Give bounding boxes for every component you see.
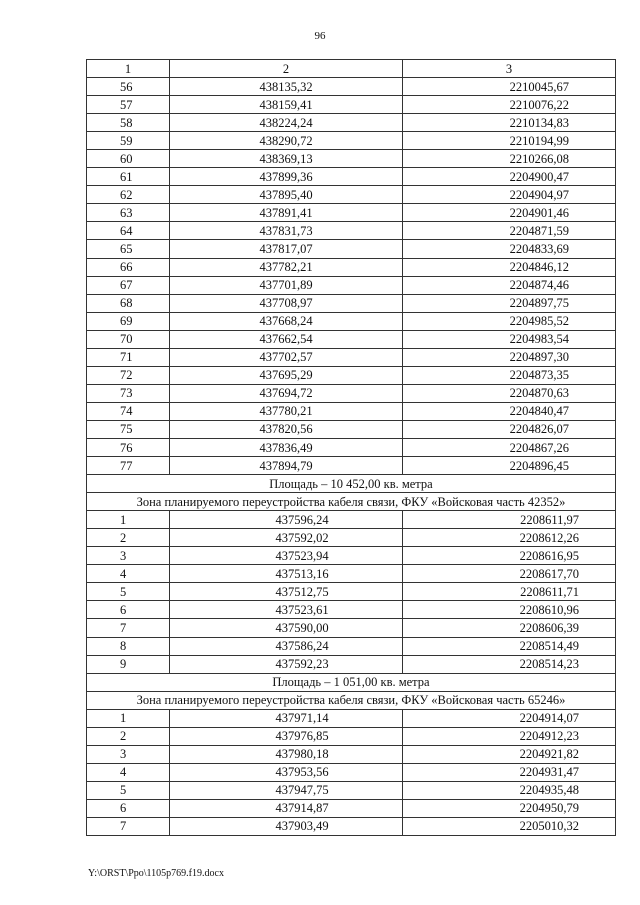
y-coordinate-cell: 2208611,71: [403, 583, 616, 601]
point-number-cell: 68: [87, 294, 170, 312]
y-coordinate-cell: 2204867,26: [403, 438, 616, 456]
table-row: [87, 511, 616, 529]
y-coordinate-cell: 2204870,63: [403, 384, 616, 402]
x-coordinate-cell: 437976,85: [170, 727, 403, 745]
point-number-cell: 56: [87, 78, 170, 96]
area-total-row: [87, 673, 616, 691]
x-coordinate-cell: 437702,57: [170, 348, 403, 366]
x-coordinate-cell: 437592,02: [170, 529, 403, 547]
table-row: [87, 294, 616, 312]
x-coordinate-cell: 437780,21: [170, 402, 403, 420]
table-row: [87, 240, 616, 258]
y-coordinate-cell: 2208612,26: [403, 529, 616, 547]
x-coordinate-cell: 438290,72: [170, 132, 403, 150]
y-coordinate-cell: 2204826,07: [403, 420, 616, 438]
point-number-cell: 70: [87, 330, 170, 348]
x-coordinate-cell: 437899,36: [170, 168, 403, 186]
table-row: [87, 114, 616, 132]
footer-file-path: Y:\ORST\Ppo\1105p769.f19.docx: [88, 868, 224, 879]
point-number-cell: 1: [87, 511, 170, 529]
table-row: [87, 402, 616, 420]
point-number-cell: 4: [87, 565, 170, 583]
point-number-cell: 4: [87, 763, 170, 781]
point-number-cell: 69: [87, 312, 170, 330]
table-row: [87, 529, 616, 547]
table-row: [87, 348, 616, 366]
point-number-cell: 64: [87, 222, 170, 240]
point-number-cell: 58: [87, 114, 170, 132]
y-coordinate-cell: 2208606,39: [403, 619, 616, 637]
point-number-cell: 57: [87, 96, 170, 114]
coordinates-table: [86, 59, 616, 836]
page-number: 96: [314, 30, 326, 42]
y-coordinate-cell: 2204921,82: [403, 745, 616, 763]
y-coordinate-cell: 2210134,83: [403, 114, 616, 132]
table-row: [87, 745, 616, 763]
point-number-cell: 2: [87, 529, 170, 547]
x-coordinate-cell: 437894,79: [170, 457, 403, 475]
y-coordinate-cell: 2204985,52: [403, 312, 616, 330]
y-coordinate-cell: 2204931,47: [403, 763, 616, 781]
point-number-cell: 63: [87, 204, 170, 222]
table-row: [87, 727, 616, 745]
point-number-cell: 73: [87, 384, 170, 402]
table-row: [87, 619, 616, 637]
y-coordinate-cell: 2204873,35: [403, 366, 616, 384]
y-coordinate-cell: 2208514,49: [403, 637, 616, 655]
x-coordinate-cell: 437694,72: [170, 384, 403, 402]
point-number-cell: 7: [87, 817, 170, 835]
zone-title-row: [87, 493, 616, 511]
table-row: [87, 78, 616, 96]
table-row: [87, 781, 616, 799]
area-total-row: [87, 475, 616, 493]
x-coordinate-cell: 437701,89: [170, 276, 403, 294]
y-coordinate-cell: 2204912,23: [403, 727, 616, 745]
x-coordinate-cell: 438224,24: [170, 114, 403, 132]
table-row: [87, 799, 616, 817]
point-number-cell: 6: [87, 799, 170, 817]
y-coordinate-cell: 2204901,46: [403, 204, 616, 222]
x-coordinate-cell: 437831,73: [170, 222, 403, 240]
column-header: 3: [403, 60, 616, 78]
x-coordinate-cell: 437903,49: [170, 817, 403, 835]
y-coordinate-cell: 2204846,12: [403, 258, 616, 276]
point-number-cell: 7: [87, 619, 170, 637]
table-row: [87, 366, 616, 384]
x-coordinate-cell: 437586,24: [170, 637, 403, 655]
area-total: Площадь – 1 051,00 кв. метра: [87, 673, 616, 691]
point-number-cell: 9: [87, 655, 170, 673]
y-coordinate-cell: 2204833,69: [403, 240, 616, 258]
y-coordinate-cell: 2204914,07: [403, 709, 616, 727]
x-coordinate-cell: 437817,07: [170, 240, 403, 258]
table-row: [87, 384, 616, 402]
point-number-cell: 72: [87, 366, 170, 384]
point-number-cell: 74: [87, 402, 170, 420]
table-row: [87, 96, 616, 114]
table-row: [87, 565, 616, 583]
table-row: [87, 168, 616, 186]
header-row: [87, 60, 616, 78]
y-coordinate-cell: 2210194,99: [403, 132, 616, 150]
zone-title-row: [87, 691, 616, 709]
area-total: Площадь – 10 452,00 кв. метра: [87, 475, 616, 493]
y-coordinate-cell: 2204871,59: [403, 222, 616, 240]
x-coordinate-cell: 437523,61: [170, 601, 403, 619]
column-header: 1: [87, 60, 170, 78]
point-number-cell: 76: [87, 438, 170, 456]
y-coordinate-cell: 2204900,47: [403, 168, 616, 186]
x-coordinate-cell: 437708,97: [170, 294, 403, 312]
point-number-cell: 2: [87, 727, 170, 745]
table-row: [87, 420, 616, 438]
y-coordinate-cell: 2204896,45: [403, 457, 616, 475]
table-row: [87, 312, 616, 330]
y-coordinate-cell: 2208617,70: [403, 565, 616, 583]
y-coordinate-cell: 2208514,23: [403, 655, 616, 673]
point-number-cell: 3: [87, 745, 170, 763]
point-number-cell: 67: [87, 276, 170, 294]
x-coordinate-cell: 437512,75: [170, 583, 403, 601]
x-coordinate-cell: 437668,24: [170, 312, 403, 330]
zone-title: Зона планируемого переустройства кабеля связи, ФКУ «Войсковая часть 65246»: [87, 691, 616, 709]
point-number-cell: 61: [87, 168, 170, 186]
y-coordinate-cell: 2204904,97: [403, 186, 616, 204]
table-row: [87, 204, 616, 222]
table-row: [87, 637, 616, 655]
point-number-cell: 75: [87, 420, 170, 438]
table-row: [87, 817, 616, 835]
table-row: [87, 601, 616, 619]
y-coordinate-cell: 2204897,75: [403, 294, 616, 312]
x-coordinate-cell: 437590,00: [170, 619, 403, 637]
x-coordinate-cell: 437820,56: [170, 420, 403, 438]
point-number-cell: 59: [87, 132, 170, 150]
point-number-cell: 5: [87, 583, 170, 601]
y-coordinate-cell: 2210045,67: [403, 78, 616, 96]
point-number-cell: 60: [87, 150, 170, 168]
y-coordinate-cell: 2204935,48: [403, 781, 616, 799]
point-number-cell: 3: [87, 547, 170, 565]
y-coordinate-cell: 2208610,96: [403, 601, 616, 619]
table-row: [87, 583, 616, 601]
x-coordinate-cell: 437695,29: [170, 366, 403, 384]
x-coordinate-cell: 438369,13: [170, 150, 403, 168]
x-coordinate-cell: 438159,41: [170, 96, 403, 114]
table-row: [87, 438, 616, 456]
table-row: [87, 222, 616, 240]
y-coordinate-cell: 2204983,54: [403, 330, 616, 348]
x-coordinate-cell: 437980,18: [170, 745, 403, 763]
table-row: [87, 709, 616, 727]
x-coordinate-cell: 437596,24: [170, 511, 403, 529]
table-row: [87, 132, 616, 150]
y-coordinate-cell: 2210076,22: [403, 96, 616, 114]
table-row: [87, 330, 616, 348]
x-coordinate-cell: 437523,94: [170, 547, 403, 565]
x-coordinate-cell: 437947,75: [170, 781, 403, 799]
y-coordinate-cell: 2208611,97: [403, 511, 616, 529]
point-number-cell: 62: [87, 186, 170, 204]
y-coordinate-cell: 2205010,32: [403, 817, 616, 835]
table-row: [87, 457, 616, 475]
x-coordinate-cell: 437971,14: [170, 709, 403, 727]
point-number-cell: 1: [87, 709, 170, 727]
x-coordinate-cell: 437895,40: [170, 186, 403, 204]
table-row: [87, 655, 616, 673]
point-number-cell: 5: [87, 781, 170, 799]
table-row: [87, 150, 616, 168]
table-row: [87, 276, 616, 294]
y-coordinate-cell: 2204874,46: [403, 276, 616, 294]
x-coordinate-cell: 437592,23: [170, 655, 403, 673]
point-number-cell: 66: [87, 258, 170, 276]
table-row: [87, 763, 616, 781]
table-row: [87, 258, 616, 276]
table-row: [87, 547, 616, 565]
point-number-cell: 8: [87, 637, 170, 655]
y-coordinate-cell: 2204840,47: [403, 402, 616, 420]
y-coordinate-cell: 2210266,08: [403, 150, 616, 168]
x-coordinate-cell: 437836,49: [170, 438, 403, 456]
point-number-cell: 6: [87, 601, 170, 619]
x-coordinate-cell: 437953,56: [170, 763, 403, 781]
zone-title: Зона планируемого переустройства кабеля связи, ФКУ «Войсковая часть 42352»: [87, 493, 616, 511]
table-row: [87, 186, 616, 204]
x-coordinate-cell: 437513,16: [170, 565, 403, 583]
point-number-cell: 77: [87, 457, 170, 475]
x-coordinate-cell: 437891,41: [170, 204, 403, 222]
y-coordinate-cell: 2204950,79: [403, 799, 616, 817]
y-coordinate-cell: 2204897,30: [403, 348, 616, 366]
x-coordinate-cell: 438135,32: [170, 78, 403, 96]
point-number-cell: 65: [87, 240, 170, 258]
x-coordinate-cell: 437662,54: [170, 330, 403, 348]
column-header: 2: [170, 60, 403, 78]
y-coordinate-cell: 2208616,95: [403, 547, 616, 565]
x-coordinate-cell: 437782,21: [170, 258, 403, 276]
point-number-cell: 71: [87, 348, 170, 366]
x-coordinate-cell: 437914,87: [170, 799, 403, 817]
